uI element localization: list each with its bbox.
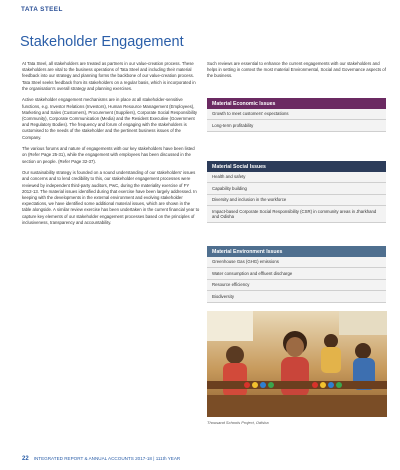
right-intro-block: [207, 61, 387, 80]
economic-issue-item: Long-term profitability: [207, 120, 386, 131]
environment-issue-item: Greenhouse Gas (GHG) emissions: [207, 257, 386, 268]
economic-issues-header: Material Economic Issues: [207, 98, 386, 109]
page-number: 22: [22, 456, 29, 462]
economic-issue-item: Growth to meet customers' expectations: [207, 109, 386, 120]
paragraph-intro: At Tata Steel, all stakeholders are treated as partners in our value-creation process. These stakeholders are vital to the business operations of Tata Steel and including their material feedback into our strategy and planning forms the backbone of our value-creation process. Tata Steel seeks feedback from its stakeholders on a regular basis, which is incorporated in the organisation's overall strategy and planning exercises.: [22, 61, 196, 91]
page-footer: [22, 456, 180, 462]
paragraph-strategy: Our sustainability strategy is founded on a sound understanding of our stakeholders' issues and concerns and to lend credibility to this, our stakeholder engagement processes were reviewed by independent third-party auditors, PwC, during the materiality exercise of FY 2012-13. The material issues identified during that exercise have been largely addressed. In keeping with the developments in the external environment and evolving stakeholder expectations, we have identified some additional material issues, which are shown in the table alongside. A similar review exercise has been undertaken in the current financial year to capture key elements of our stakeholder engagement processes based on the principles of inclusiveness, transparency and accountability.: [22, 170, 200, 225]
social-issue-item: Impact-based Corporate Social Responsibility (CSR) in community areas in Jharkhand and Odisha: [207, 206, 386, 223]
classroom-illustration: [207, 311, 387, 417]
social-issues-header: Material Social Issues: [207, 161, 386, 172]
economic-issues-list: [207, 109, 386, 132]
social-issue-item: Diversity and inclusion in the workforce: [207, 195, 386, 206]
environment-issue-item: Water consumption and effluent discharge: [207, 268, 386, 279]
environment-issues-table: [207, 246, 386, 303]
right-intro-text: Such reviews are essential to enhance the current engagements with our stakeholders and helps in setting in context the most material Environmental, Social and Governance aspects of the business.: [207, 61, 386, 79]
social-issue-item: Health and safety: [207, 172, 386, 183]
social-issues-table: [207, 161, 386, 223]
footer-text: INTEGRATED REPORT & ANNUAL ACCOUNTS 2017-18 | 111th YEAR: [33, 456, 181, 461]
body-text-column: [22, 61, 200, 231]
paragraph-forums: The various forums and nature of engagements with our key stakeholders have been listed on (Refer Page 25-31), while the engagement with employees has been discussed in the section on people. (Refer Page 32-37).: [22, 146, 195, 164]
paragraph-mechanisms: Active stakeholder engagement mechanisms are in place at all stakeholder-sensitive functions, e.g. Investor Relations (Investors), Human Resource Management (Employees), Marketing and Sales (Customers), Procurement (Suppliers), Corporate Social Responsibility (Community), Corporate Communication (Media) and the Resident Executive (Government and Regulatory Bodies). The frequency and forum of engaging with the stakeholders is customised to the needs of the stakeholder and the pertinent business issues of the Company.: [22, 97, 198, 140]
photo-caption: Thousand Schools Project, Odisha: [207, 420, 269, 425]
company-logo: TATA STEEL: [21, 6, 63, 13]
environment-issue-item: Resource efficiency: [207, 280, 386, 291]
page-title: Stakeholder Engagement: [20, 34, 184, 50]
environment-issue-item: Biodiversity: [207, 291, 386, 302]
economic-issues-table: [207, 98, 386, 132]
classroom-photo: [207, 311, 387, 417]
environment-issues-list: [207, 257, 386, 303]
social-issue-item: Capability building: [207, 183, 386, 194]
social-issues-list: [207, 172, 386, 223]
environment-issues-header: Material Environment Issues: [207, 246, 386, 257]
